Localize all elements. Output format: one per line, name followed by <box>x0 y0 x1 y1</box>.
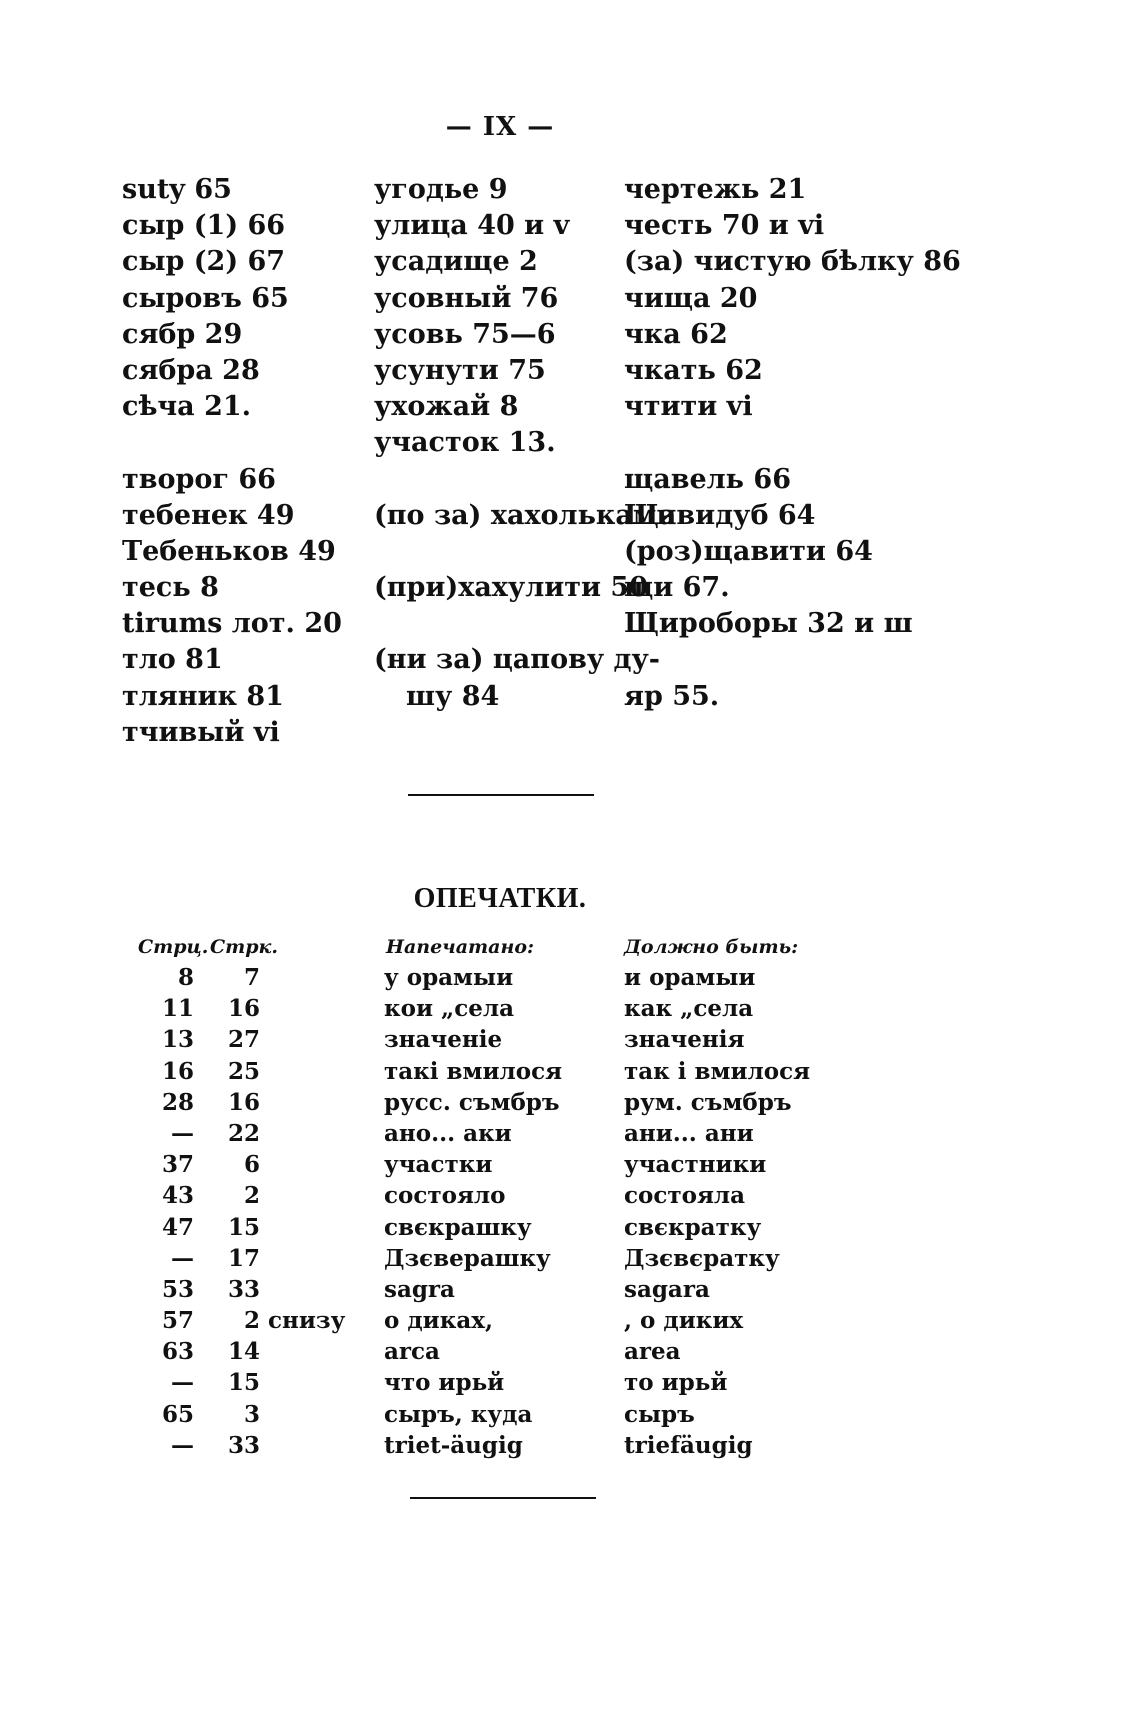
index-entry: честь 70 и vi <box>624 210 825 242</box>
section-divider <box>410 1497 596 1499</box>
index-entry: тчивый vi <box>122 716 280 748</box>
errata-printed: участки <box>384 1151 493 1179</box>
index-entry: угодье 9 <box>374 174 508 205</box>
index-entry: (за) чистую бѣлку 86 <box>624 246 961 278</box>
index-column-1 <box>122 172 362 751</box>
errata-page: — <box>171 1431 194 1459</box>
errata-row <box>0 962 1000 993</box>
index-entry: (роз)щавити 64 <box>624 535 873 567</box>
errata-printed: о диках, <box>384 1307 493 1335</box>
errata-should-be: и орамыи <box>624 964 756 991</box>
index-entry: чертежь 21 <box>624 174 807 205</box>
header-page: Стрц. <box>138 936 209 958</box>
errata-row <box>0 1118 1000 1149</box>
page-number: — IX — <box>445 112 555 142</box>
header-line: Стрк. <box>210 936 278 958</box>
errata-note: снизу <box>268 1307 346 1335</box>
index-entry: усовь 75—6 <box>374 318 556 350</box>
index-entry: щавель 66 <box>624 463 791 495</box>
index-entry: улица 40 и v <box>374 210 570 242</box>
errata-printed: значеніе <box>384 1026 503 1054</box>
index-entry: щи 67. <box>624 572 730 604</box>
index-entry: тесь 8 <box>122 572 219 604</box>
errata-line: 16 <box>227 995 260 1023</box>
errata-line: 2 <box>243 1307 260 1335</box>
errata-printed: Дзєверашку <box>384 1244 551 1272</box>
errata-row <box>0 1180 1000 1211</box>
errata-line: 15 <box>227 1369 260 1397</box>
index-entry: участок 13. <box>374 427 556 459</box>
errata-should-be: как „села <box>624 995 754 1023</box>
index-entry: чища 20 <box>624 282 758 314</box>
errata-should-be: так і вмилося <box>624 1057 811 1085</box>
errata-should-be: triefäugig <box>624 1431 753 1459</box>
index-entry: чкать 62 <box>624 354 763 386</box>
errata-page: 13 <box>161 1026 194 1054</box>
errata-should-be: свєкратку <box>624 1213 762 1241</box>
errata-line: 7 <box>243 964 260 991</box>
errata-should-be: сыръ <box>624 1400 695 1428</box>
errata-line: 27 <box>227 1026 260 1054</box>
errata-row <box>0 1399 1000 1430</box>
index-spacer <box>374 606 624 642</box>
errata-row <box>0 1430 1000 1461</box>
errata-page: 16 <box>161 1057 194 1085</box>
errata-printed: кои „села <box>384 995 515 1023</box>
errata-line: 25 <box>227 1057 260 1085</box>
errata-row <box>0 1305 1000 1336</box>
errata-should-be: участники <box>624 1151 767 1179</box>
errata-printed: arca <box>384 1338 440 1366</box>
errata-line: 22 <box>227 1119 260 1147</box>
errata-should-be: sagara <box>624 1275 710 1303</box>
index-entry: Тебеньков 49 <box>122 535 336 567</box>
index-entry: suty 65 <box>122 174 232 205</box>
index-entry: чтити vi <box>624 391 753 423</box>
errata-line: 16 <box>227 1088 260 1116</box>
section-divider <box>408 794 594 796</box>
errata-should-be: area <box>624 1338 681 1366</box>
errata-should-be: , о диких <box>624 1307 744 1335</box>
errata-title: ОПЕЧАТКИ. <box>413 883 587 914</box>
errata-page: — <box>171 1369 194 1397</box>
errata-printed: состояло <box>384 1182 506 1210</box>
errata-printed: что ирьй <box>384 1369 505 1397</box>
index-column-3 <box>624 172 1024 715</box>
index-spacer <box>374 462 624 498</box>
errata-row <box>0 1024 1000 1055</box>
errata-printed: sagra <box>384 1275 455 1303</box>
errata-row <box>0 1056 1000 1087</box>
errata-row <box>0 1274 1000 1305</box>
index-entry: усадище 2 <box>374 246 538 278</box>
index-entry: яр 55. <box>624 680 720 712</box>
index-entry: сябр 29 <box>122 318 243 350</box>
errata-page: 28 <box>161 1088 194 1116</box>
errata-should-be: то ирьй <box>624 1369 728 1397</box>
header-should-be: Должно быть: <box>624 936 799 958</box>
index-spacer <box>624 425 1024 461</box>
errata-page: 63 <box>161 1338 194 1366</box>
errata-line: 33 <box>227 1275 260 1303</box>
errata-row <box>0 1336 1000 1367</box>
index-spacer <box>624 642 1024 678</box>
errata-printed: сыръ, куда <box>384 1400 533 1428</box>
errata-line: 3 <box>243 1400 260 1428</box>
index-entry: Щироборы 32 и ш <box>624 608 913 640</box>
errata-should-be: ани... ани <box>624 1119 754 1147</box>
index-entry: (по за) хахольками <box>374 499 677 531</box>
errata-page: — <box>171 1119 194 1147</box>
index-entry: тло 81 <box>122 644 223 676</box>
index-entry: сѣча 21. <box>122 391 252 423</box>
errata-line: 14 <box>227 1338 260 1366</box>
errata-printed: triet-äugig <box>384 1431 523 1459</box>
errata-row <box>0 1212 1000 1243</box>
index-entry: тебенек 49 <box>122 499 295 531</box>
index-entry: творог 66 <box>122 463 276 495</box>
errata-page: 53 <box>161 1275 194 1303</box>
header-printed: Напечатано: <box>386 936 535 958</box>
index-entry: чка 62 <box>624 318 728 350</box>
index-entry: ухожай 8 <box>374 391 519 423</box>
errata-rows <box>0 962 1000 1461</box>
errata-should-be: состояла <box>624 1182 746 1210</box>
errata-line: 15 <box>227 1213 260 1241</box>
errata-page: 11 <box>161 995 194 1023</box>
errata-page: 57 <box>161 1307 194 1335</box>
index-entry: (при)хахулити 50 <box>374 572 648 604</box>
index-entry: Щавидуб 64 <box>624 499 816 531</box>
errata-line: 2 <box>243 1182 260 1210</box>
errata-printed: такі вмилося <box>384 1057 563 1085</box>
index-entry: tirums лот. 20 <box>122 608 342 640</box>
errata-row <box>0 1243 1000 1274</box>
errata-printed: свєкрашку <box>384 1213 532 1241</box>
errata-printed: ано... аки <box>384 1119 512 1147</box>
index-entry: усунути 75 <box>374 354 546 386</box>
errata-printed: у орамыи <box>384 964 514 991</box>
index-entry: шу 84 <box>406 680 500 712</box>
errata-line: 6 <box>243 1151 260 1179</box>
errata-page: 37 <box>161 1151 194 1179</box>
errata-page: 8 <box>177 964 194 991</box>
errata-line: 17 <box>227 1244 260 1272</box>
index-entry: усовный 76 <box>374 282 559 314</box>
index-entry: сябра 28 <box>122 354 260 386</box>
index-entry: сыр (2) 67 <box>122 246 286 278</box>
errata-row <box>0 993 1000 1024</box>
errata-row <box>0 1149 1000 1180</box>
errata-should-be: рум. съмбръ <box>624 1088 792 1116</box>
errata-row <box>0 1087 1000 1118</box>
errata-page: 43 <box>161 1182 194 1210</box>
index-entry: сыровъ 65 <box>122 282 289 314</box>
index-entry: тляник 81 <box>122 680 284 712</box>
errata-page: 65 <box>161 1400 194 1428</box>
errata-row <box>0 1367 1000 1398</box>
errata-should-be: значенія <box>624 1026 745 1054</box>
index-spacer <box>374 534 624 570</box>
errata-printed: русс. съмбръ <box>384 1088 560 1116</box>
errata-line: 33 <box>227 1431 260 1459</box>
index-spacer <box>122 425 362 461</box>
index-entry: сыр (1) 66 <box>122 210 286 242</box>
errata-page: — <box>171 1244 194 1272</box>
errata-should-be: Дзєвєратку <box>624 1244 780 1272</box>
errata-page: 47 <box>161 1213 194 1241</box>
index-entry: (ни за) цапову ду- <box>374 644 661 676</box>
